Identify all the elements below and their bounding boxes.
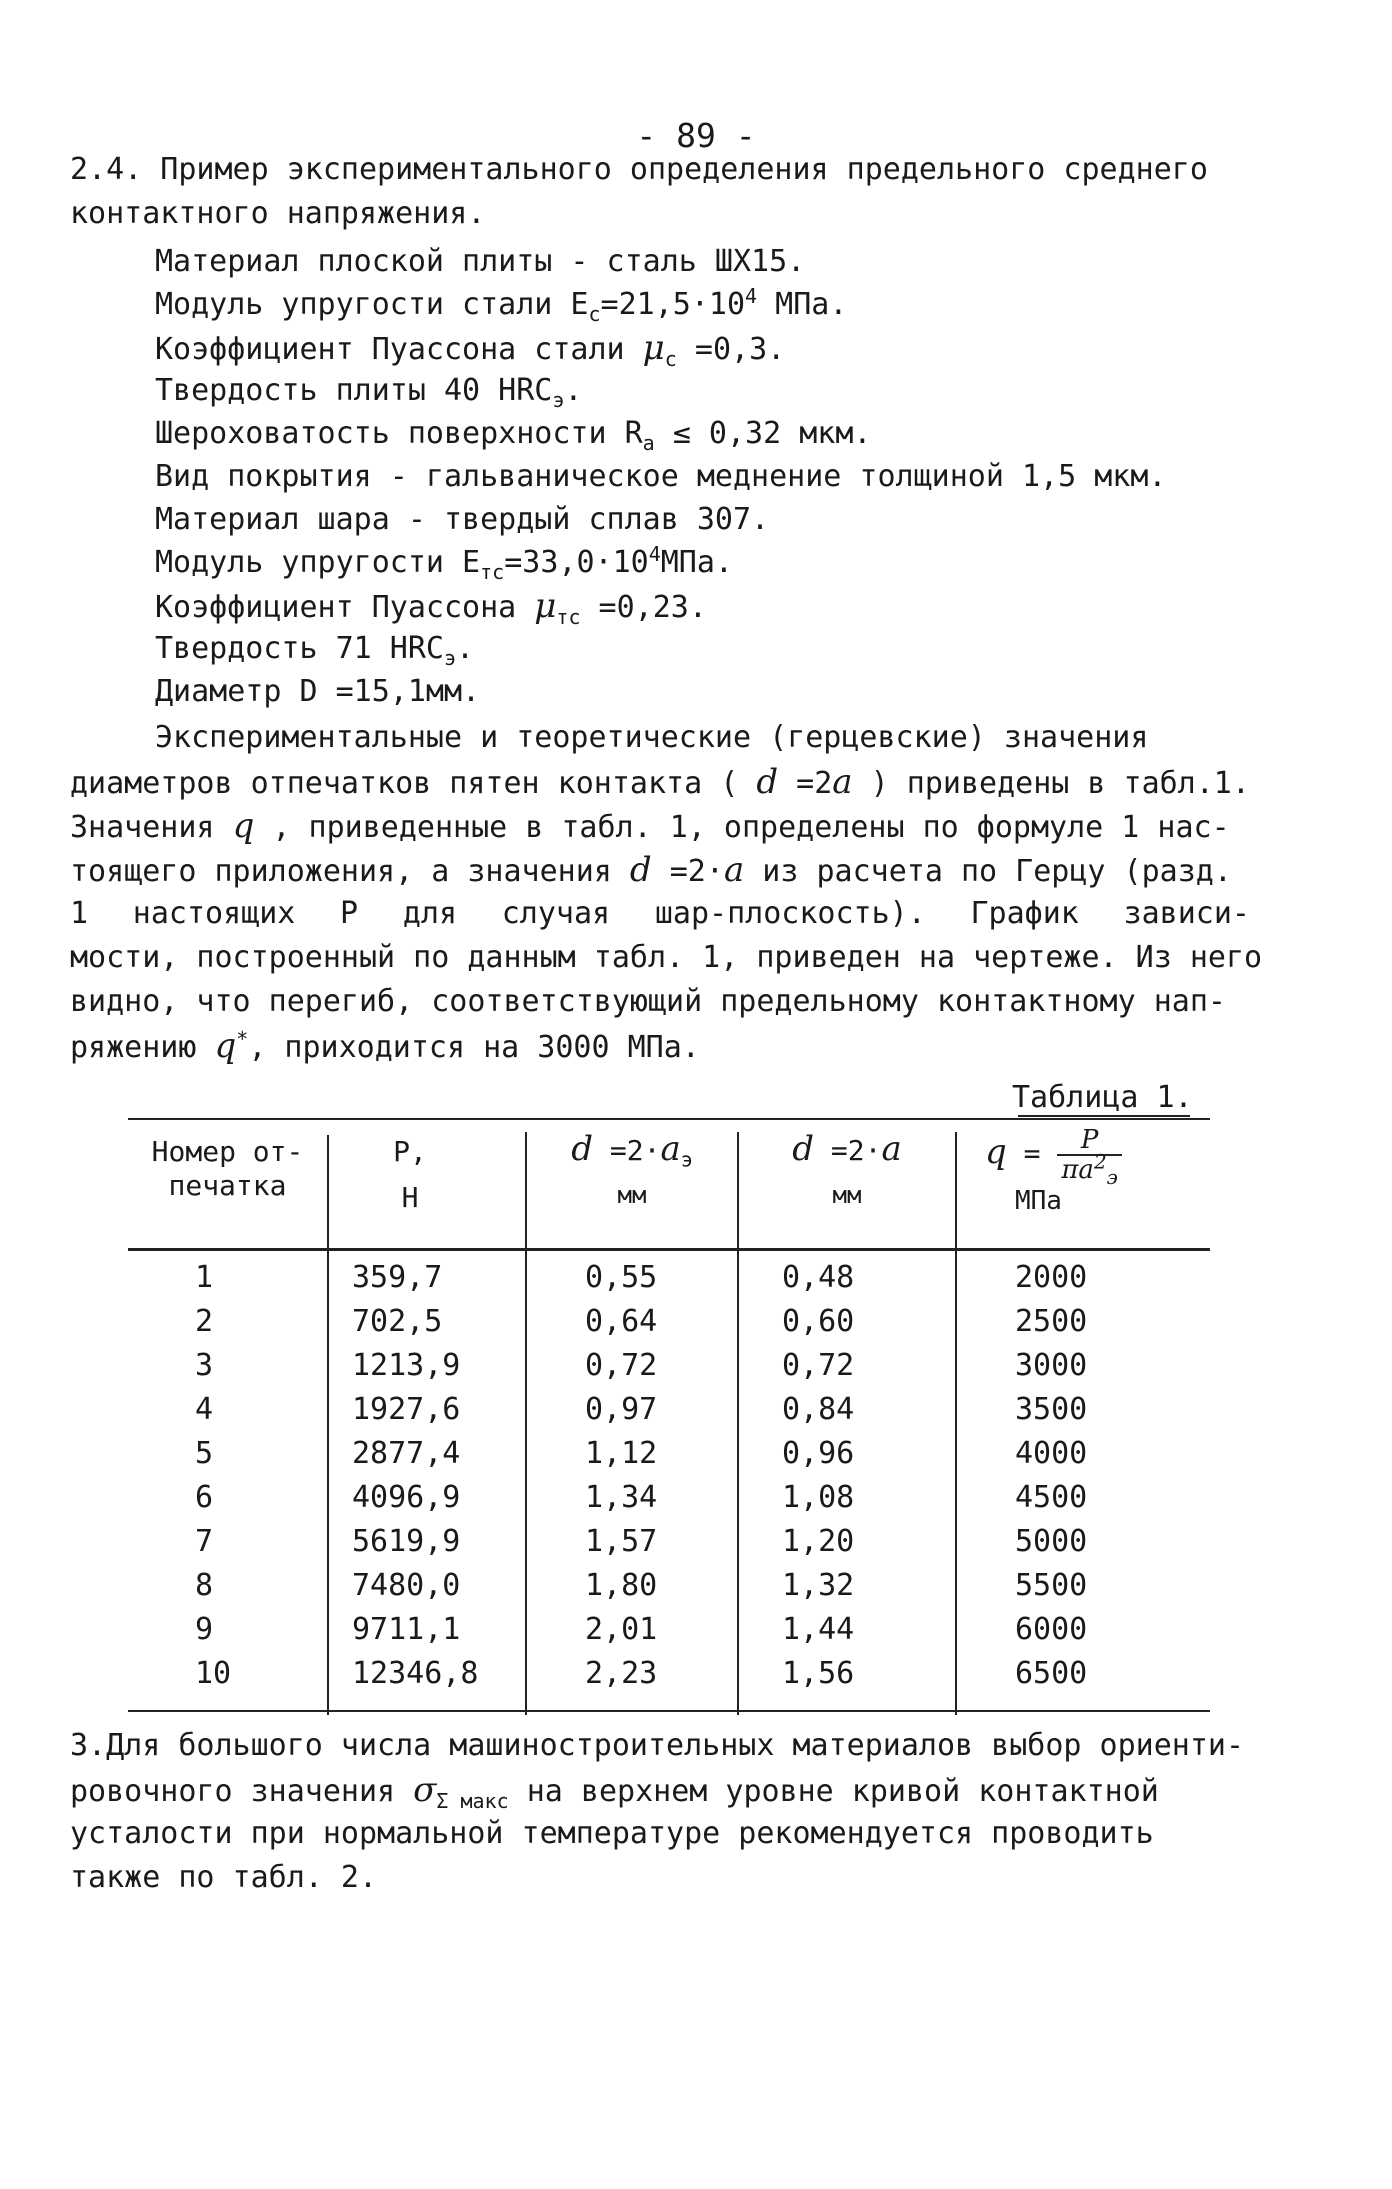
cell-load: 2877,4 — [352, 1436, 461, 1471]
cell-print-number: 8 — [195, 1568, 214, 1603]
body-line: ряжению q*, приходится на 3000 МПа. — [70, 1026, 700, 1066]
column-divider — [955, 1132, 957, 1715]
cell-print-number: 1 — [195, 1260, 214, 1295]
cell-hertz-diameter: 0,60 — [782, 1304, 855, 1339]
cell-hertz-diameter: 1,08 — [782, 1480, 855, 1515]
cell-print-number: 4 — [195, 1392, 214, 1427]
cell-experimental-diameter: 0,64 — [585, 1304, 658, 1339]
param-ball-hardness: Твердость 71 $HRC_э$. — [155, 631, 475, 670]
cell-load: 1927,6 — [352, 1392, 461, 1427]
param-ball-modulus: Модуль упругости $E_{тс}=33,0\cdot 10^4МПа$. — [155, 542, 733, 584]
header-contact-stress: q = $\frac{P}{\pi a^2_э}$ МПа — [985, 1126, 1205, 1218]
cell-contact-stress: 3000 — [1015, 1348, 1088, 1383]
column-divider — [737, 1132, 739, 1715]
footer-line: 3.Для большого числа машиностроительных материалов выбор ориенти- — [70, 1728, 1244, 1763]
param-coating: Вид покрытия - гальваническое меднение толщиной 1,5 мкм. — [155, 459, 1167, 494]
footer-line: ровочного значения $\sigma_{\Sigma макс}$ на верхнем уровне кривой контактной — [70, 1770, 1159, 1813]
cell-hertz-diameter: 1,20 — [782, 1524, 855, 1559]
body-line: Экспериментальные и теоретические (герцевские) значения — [155, 720, 1149, 755]
cell-contact-stress: 6500 — [1015, 1656, 1088, 1691]
cell-contact-stress: 5500 — [1015, 1568, 1088, 1603]
param-diameter: Диаметр D =15,1мм. — [155, 674, 481, 709]
footer-paragraph — [70, 1724, 1250, 1900]
caption-underline — [1018, 1115, 1190, 1117]
cell-experimental-diameter: 1,34 — [585, 1480, 658, 1515]
table-top-rule — [128, 1118, 1210, 1120]
param-plate-hardness: Твердость плиты 40 $HRC_э$. — [155, 373, 583, 412]
cell-hertz-diameter: 0,48 — [782, 1260, 855, 1295]
page-number: - 89 - — [636, 116, 756, 155]
cell-print-number: 10 — [195, 1656, 232, 1691]
cell-hertz-diameter: 0,96 — [782, 1436, 855, 1471]
cell-hertz-diameter: 1,56 — [782, 1656, 855, 1691]
stress-formula: $\frac{P}{\pi a^2_э}$ — [1057, 1126, 1122, 1184]
cell-experimental-diameter: 2,23 — [585, 1656, 658, 1691]
heading-line: контактного напряжения. — [70, 196, 486, 231]
cell-load: 9711,1 — [352, 1612, 461, 1647]
footer-line: также по табл. 2. — [70, 1860, 378, 1895]
body-line: мости, построенный по данным табл. 1, приведен на чертеже. Из него — [70, 940, 1263, 975]
body-line: Значения q , приведенные в табл. 1, определены по формуле 1 нас- — [70, 806, 1230, 846]
cell-hertz-diameter: 1,44 — [782, 1612, 855, 1647]
body-line: тоящего приложения, а значения d =2·a из расчета по Герцу (разд. — [70, 850, 1232, 890]
cell-experimental-diameter: 0,72 — [585, 1348, 658, 1383]
cell-contact-stress: 4500 — [1015, 1480, 1088, 1515]
table-caption: Таблица 1. — [1012, 1080, 1193, 1115]
column-divider — [525, 1132, 527, 1715]
cell-print-number: 7 — [195, 1524, 214, 1559]
cell-load: 5619,9 — [352, 1524, 461, 1559]
cell-experimental-diameter: 1,57 — [585, 1524, 658, 1559]
cell-experimental-diameter: 0,97 — [585, 1392, 658, 1427]
cell-experimental-diameter: 2,01 — [585, 1612, 658, 1647]
cell-load: 359,7 — [352, 1260, 443, 1295]
body-paragraph — [70, 760, 1263, 1068]
param-plate-material: Материал плоской плиты - сталь ШХ15. — [155, 244, 806, 279]
cell-print-number: 5 — [195, 1436, 214, 1471]
cell-hertz-diameter: 1,32 — [782, 1568, 855, 1603]
cell-load: 4096,9 — [352, 1480, 461, 1515]
cell-print-number: 9 — [195, 1612, 214, 1647]
header-experimental-diameter: $d =2\cdot a_э$ мм — [571, 1129, 693, 1209]
param-ball-poisson: Коэффициент Пуассона $\mu_{тс} =0,23$. — [155, 586, 707, 629]
cell-contact-stress: 5000 — [1015, 1524, 1088, 1559]
footer-line: усталости при нормальной температуре рекомендуется проводить — [70, 1816, 1154, 1851]
cell-load: 1213,9 — [352, 1348, 461, 1383]
header-hertz-diameter: d =2·a мм — [792, 1129, 902, 1209]
cell-print-number: 3 — [195, 1348, 214, 1383]
cell-print-number: 2 — [195, 1304, 214, 1339]
cell-hertz-diameter: 0,72 — [782, 1348, 855, 1383]
cell-experimental-diameter: 0,55 — [585, 1260, 658, 1295]
cell-experimental-diameter: 1,80 — [585, 1568, 658, 1603]
cell-contact-stress: 2000 — [1015, 1260, 1088, 1295]
param-ball-material: Материал шара - твердый сплав 307. — [155, 502, 770, 537]
cell-load: 12346,8 — [352, 1656, 479, 1691]
cell-contact-stress: 6000 — [1015, 1612, 1088, 1647]
cell-load: 702,5 — [352, 1304, 443, 1339]
cell-hertz-diameter: 0,84 — [782, 1392, 855, 1427]
header-load: P, Н — [393, 1135, 427, 1214]
table-header-rule — [128, 1248, 1210, 1251]
heading-line: 2.4. Пример экспериментального определения предельного среднего — [70, 152, 1208, 187]
table-bottom-rule — [128, 1710, 1210, 1712]
param-roughness: Шероховатость поверхности $R_a \le 0,32$ мкм. — [155, 416, 872, 455]
cell-experimental-diameter: 1,12 — [585, 1436, 658, 1471]
body-line: диаметров отпечатков пятен контакта ( d =2a ) приведены в табл.1. — [70, 762, 1250, 802]
column-divider — [327, 1135, 329, 1715]
body-line: 1 настоящих Р для случая шар-плоскость). График зависи- — [70, 896, 1250, 931]
param-steel-modulus: Модуль упругости стали $E_c=21,5\cdot 10^4$ МПа. — [155, 284, 848, 326]
cell-contact-stress: 4000 — [1015, 1436, 1088, 1471]
cell-contact-stress: 3500 — [1015, 1392, 1088, 1427]
cell-print-number: 6 — [195, 1480, 214, 1515]
cell-contact-stress: 2500 — [1015, 1304, 1088, 1339]
header-print-number: Номер от- печатка — [151, 1135, 304, 1202]
body-line: видно, что перегиб, соответствующий предельному контактному нап- — [70, 984, 1226, 1019]
section-heading — [70, 148, 1250, 236]
cell-load: 7480,0 — [352, 1568, 461, 1603]
param-steel-poisson: Коэффициент Пуассона стали $\mu_c =0,3$. — [155, 328, 786, 371]
